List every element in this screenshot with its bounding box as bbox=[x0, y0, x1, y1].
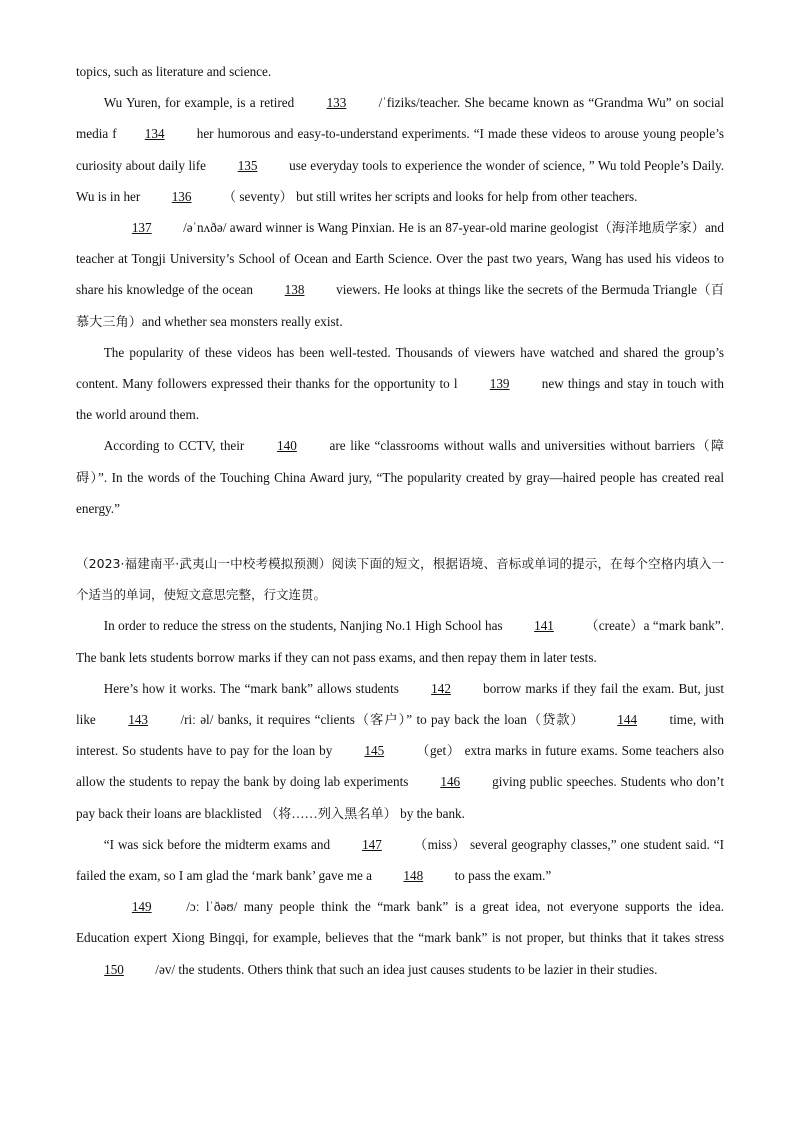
blank-148[interactable]: 148 bbox=[403, 868, 424, 884]
blank-140[interactable]: 140 bbox=[277, 438, 297, 454]
blank-145[interactable]: 145 bbox=[364, 743, 385, 759]
blank-143[interactable]: 143 bbox=[128, 712, 149, 728]
blank-142[interactable]: 142 bbox=[431, 680, 451, 696]
blank-144[interactable]: 144 bbox=[617, 712, 638, 728]
blank-150[interactable]: 150 bbox=[104, 961, 124, 977]
blank-141[interactable]: 141 bbox=[534, 618, 554, 634]
exercise-source-instructions: （2023·福建南平·武夷山一中校考模拟预测）阅读下面的短文，根据语境、音标或单词的提示，在每个空格内填入一个适当的单词，使短文意思完整，行文连贯。 bbox=[76, 556, 724, 603]
paragraph-mark-bank-intro: In order to reduce the stress on the students, Nanjing No.1 High School has 141 （create）a “mark bank”. The bank lets students borrow marks if they can not pass exams, and then repay them in later tests. bbox=[76, 610, 724, 672]
paragraph-student-quote: “I was sick before the midterm exams and 147 （miss） several geography classes,” one student said. “I failed the exam, so I am glad the ‘mark bank’ gave me a 148 to pass the exam.” bbox=[76, 829, 724, 891]
blank-136[interactable]: 136 bbox=[171, 188, 192, 204]
blank-146[interactable]: 146 bbox=[440, 774, 461, 790]
blank-134[interactable]: 134 bbox=[144, 126, 165, 142]
paragraph-continuation: topics, such as literature and science. bbox=[76, 64, 272, 79]
paragraph-how-it-works: Here’s how it works. The “mark bank” allows students 142 borrow marks if they fail the exam. But, just like 143 /riː əl/ banks, it requires “clients（客户）” to pay back the loan（贷款） 144 time, with interest. So students have to pay for the loan by 145 （get） extra marks in future exams. Some teachers also allow the students to repay the bank by doing lab experiments 146 giving public speeches. Students who don’t pay back their loans are blacklisted （将……列入黑名单） by the bank. bbox=[76, 673, 724, 829]
section-spacer bbox=[76, 524, 724, 548]
blank-137[interactable]: 137 bbox=[131, 220, 152, 236]
blank-135[interactable]: 135 bbox=[237, 157, 258, 173]
blank-139[interactable]: 139 bbox=[489, 376, 510, 392]
document-page bbox=[76, 56, 724, 985]
blank-138[interactable]: 138 bbox=[284, 282, 305, 298]
paragraph-expert-opinion: 149 /ɔː lˈðəʊ/ many people think the “mark bank” is a great idea, not everyone supports the idea. Education expert Xiong Bingqi, for example, believes that the “mark bank” is not proper, but thinks that it takes stress 150 /əv/ the students. Others think that such an idea just causes students to be lazier in their studies. bbox=[76, 891, 724, 985]
paragraph-wang-pinxian: 137 /əˈnʌðə/ award winner is Wang Pinxian. He is an 87-year-old marine geologist（海洋地质学家）and teacher at Tongji University’s School of Ocean and Earth Science. Over the past two years, Wang has used his videos to share his knowledge of the ocean 138 viewers. He looks at things like the secrets of the Bermuda Triangle（百慕大三角）and whether sea monsters really exist. bbox=[76, 212, 724, 337]
blank-133[interactable]: 133 bbox=[326, 95, 347, 111]
paragraph-popularity: The popularity of these videos has been well-tested. Thousands of viewers have watched and shared the group’s content. Many followers expressed their thanks for the opportunity to l 139 new things and stay in touch with the world around them. bbox=[76, 344, 725, 423]
paragraph-wu-yuren: Wu Yuren, for example, is a retired 133 /ˈfiziks/teacher. She became known as “Grandma Wu” on social media f 134 her humorous and easy-to-understand experiments. “I made these videos to arouse young people’s curiosity about daily life 135 use everyday tools to experience the wonder of science, ” Wu told People’s Daily. Wu is in her 136 （ seventy） but still writes her scripts and looks for help from other teachers. bbox=[76, 87, 724, 212]
paragraph-cctv: According to CCTV, their 140 are like “classrooms without walls and universities without barriers（障碍）”. In the words of the Touching China Award jury, “The popularity created by gray—haired people has created real energy.” bbox=[76, 430, 724, 524]
blank-147[interactable]: 147 bbox=[362, 836, 382, 852]
blank-149[interactable]: 149 bbox=[131, 899, 152, 915]
